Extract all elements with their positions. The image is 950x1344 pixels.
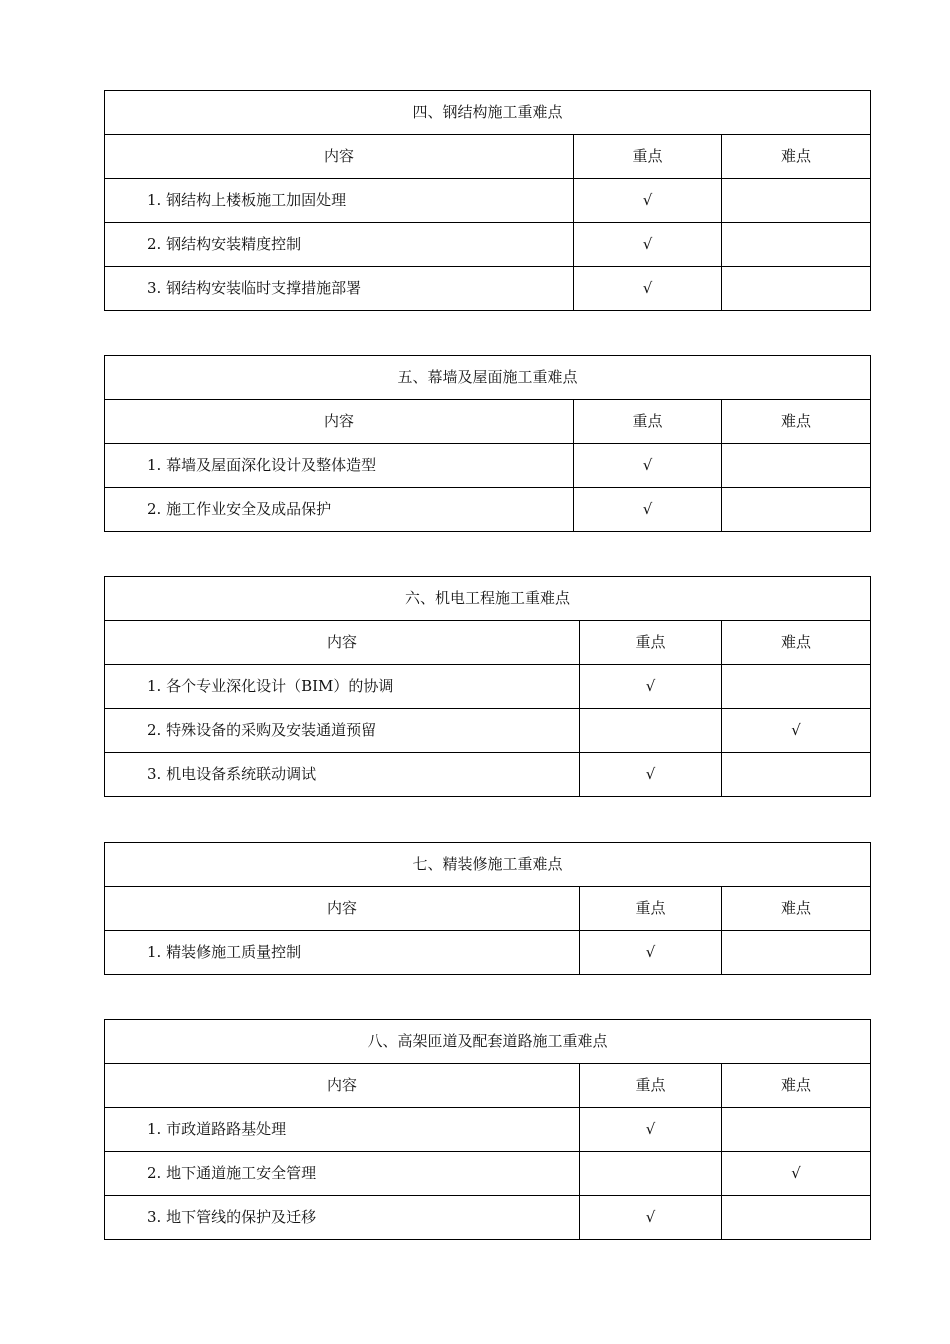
table-title: 八、高架匝道及配套道路施工重难点	[105, 1020, 871, 1064]
row-content: 1. 钢结构上楼板施工加固处理	[105, 179, 574, 223]
header-content: 内容	[105, 1064, 580, 1108]
table-header-row	[105, 621, 871, 665]
table-row	[105, 444, 871, 488]
difficult-point-mark	[722, 665, 871, 709]
table-title: 四、钢结构施工重难点	[105, 91, 871, 135]
key-point-mark: √	[574, 223, 722, 267]
key-point-mark: √	[580, 931, 722, 975]
difficult-point-mark	[722, 1108, 871, 1152]
row-content: 2. 钢结构安装精度控制	[105, 223, 574, 267]
key-point-mark: √	[580, 1196, 722, 1240]
header-content: 内容	[105, 621, 580, 665]
table-row	[105, 488, 871, 532]
table-title-row	[105, 843, 871, 887]
section-8-table	[104, 1019, 871, 1240]
table-row	[105, 1108, 871, 1152]
header-difficult-point: 难点	[722, 887, 871, 931]
header-content: 内容	[105, 400, 574, 444]
header-key-point: 重点	[580, 887, 722, 931]
header-key-point: 重点	[574, 400, 722, 444]
row-content: 2. 地下通道施工安全管理	[105, 1152, 580, 1196]
table-row	[105, 709, 871, 753]
row-content: 3. 机电设备系统联动调试	[105, 753, 580, 797]
difficult-point-mark: √	[722, 709, 871, 753]
difficult-point-mark	[722, 931, 871, 975]
table-row	[105, 1152, 871, 1196]
header-key-point: 重点	[580, 1064, 722, 1108]
row-content: 1. 市政道路路基处理	[105, 1108, 580, 1152]
key-point-mark: √	[574, 444, 722, 488]
header-difficult-point: 难点	[722, 400, 871, 444]
key-point-mark: √	[574, 179, 722, 223]
table-title-row	[105, 356, 871, 400]
table-title-row	[105, 577, 871, 621]
key-point-mark	[580, 709, 722, 753]
difficult-point-mark	[722, 444, 871, 488]
difficult-point-mark	[722, 179, 871, 223]
table-row	[105, 179, 871, 223]
key-point-mark: √	[580, 665, 722, 709]
table-title: 六、机电工程施工重难点	[105, 577, 871, 621]
header-difficult-point: 难点	[722, 621, 871, 665]
table-header-row	[105, 135, 871, 179]
difficult-point-mark	[722, 488, 871, 532]
row-content: 3. 地下管线的保护及迁移	[105, 1196, 580, 1240]
row-content: 1. 幕墙及屋面深化设计及整体造型	[105, 444, 574, 488]
table-title-row	[105, 91, 871, 135]
key-point-mark: √	[580, 753, 722, 797]
row-content: 2. 特殊设备的采购及安装通道预留	[105, 709, 580, 753]
table-header-row	[105, 400, 871, 444]
table-row	[105, 753, 871, 797]
difficult-point-mark	[722, 267, 871, 311]
header-difficult-point: 难点	[722, 1064, 871, 1108]
difficult-point-mark	[722, 753, 871, 797]
table-row	[105, 267, 871, 311]
key-point-mark: √	[574, 488, 722, 532]
table-header-row	[105, 1064, 871, 1108]
row-content: 1. 精装修施工质量控制	[105, 931, 580, 975]
table-row	[105, 1196, 871, 1240]
section-6-table	[104, 576, 871, 797]
row-content: 2. 施工作业安全及成品保护	[105, 488, 574, 532]
table-row	[105, 665, 871, 709]
key-point-mark: √	[574, 267, 722, 311]
row-content: 3. 钢结构安装临时支撑措施部署	[105, 267, 574, 311]
header-key-point: 重点	[580, 621, 722, 665]
difficult-point-mark	[722, 1196, 871, 1240]
table-title: 七、精装修施工重难点	[105, 843, 871, 887]
header-content: 内容	[105, 135, 574, 179]
header-key-point: 重点	[574, 135, 722, 179]
row-content: 1. 各个专业深化设计（BIM）的协调	[105, 665, 580, 709]
table-row	[105, 931, 871, 975]
table-header-row	[105, 887, 871, 931]
section-7-table	[104, 842, 871, 975]
section-5-table	[104, 355, 871, 532]
key-point-mark	[580, 1152, 722, 1196]
table-row	[105, 223, 871, 267]
difficult-point-mark	[722, 223, 871, 267]
difficult-point-mark: √	[722, 1152, 871, 1196]
table-title-row	[105, 1020, 871, 1064]
section-4-table	[104, 90, 871, 311]
header-content: 内容	[105, 887, 580, 931]
header-difficult-point: 难点	[722, 135, 871, 179]
key-point-mark: √	[580, 1108, 722, 1152]
table-title: 五、幕墙及屋面施工重难点	[105, 356, 871, 400]
